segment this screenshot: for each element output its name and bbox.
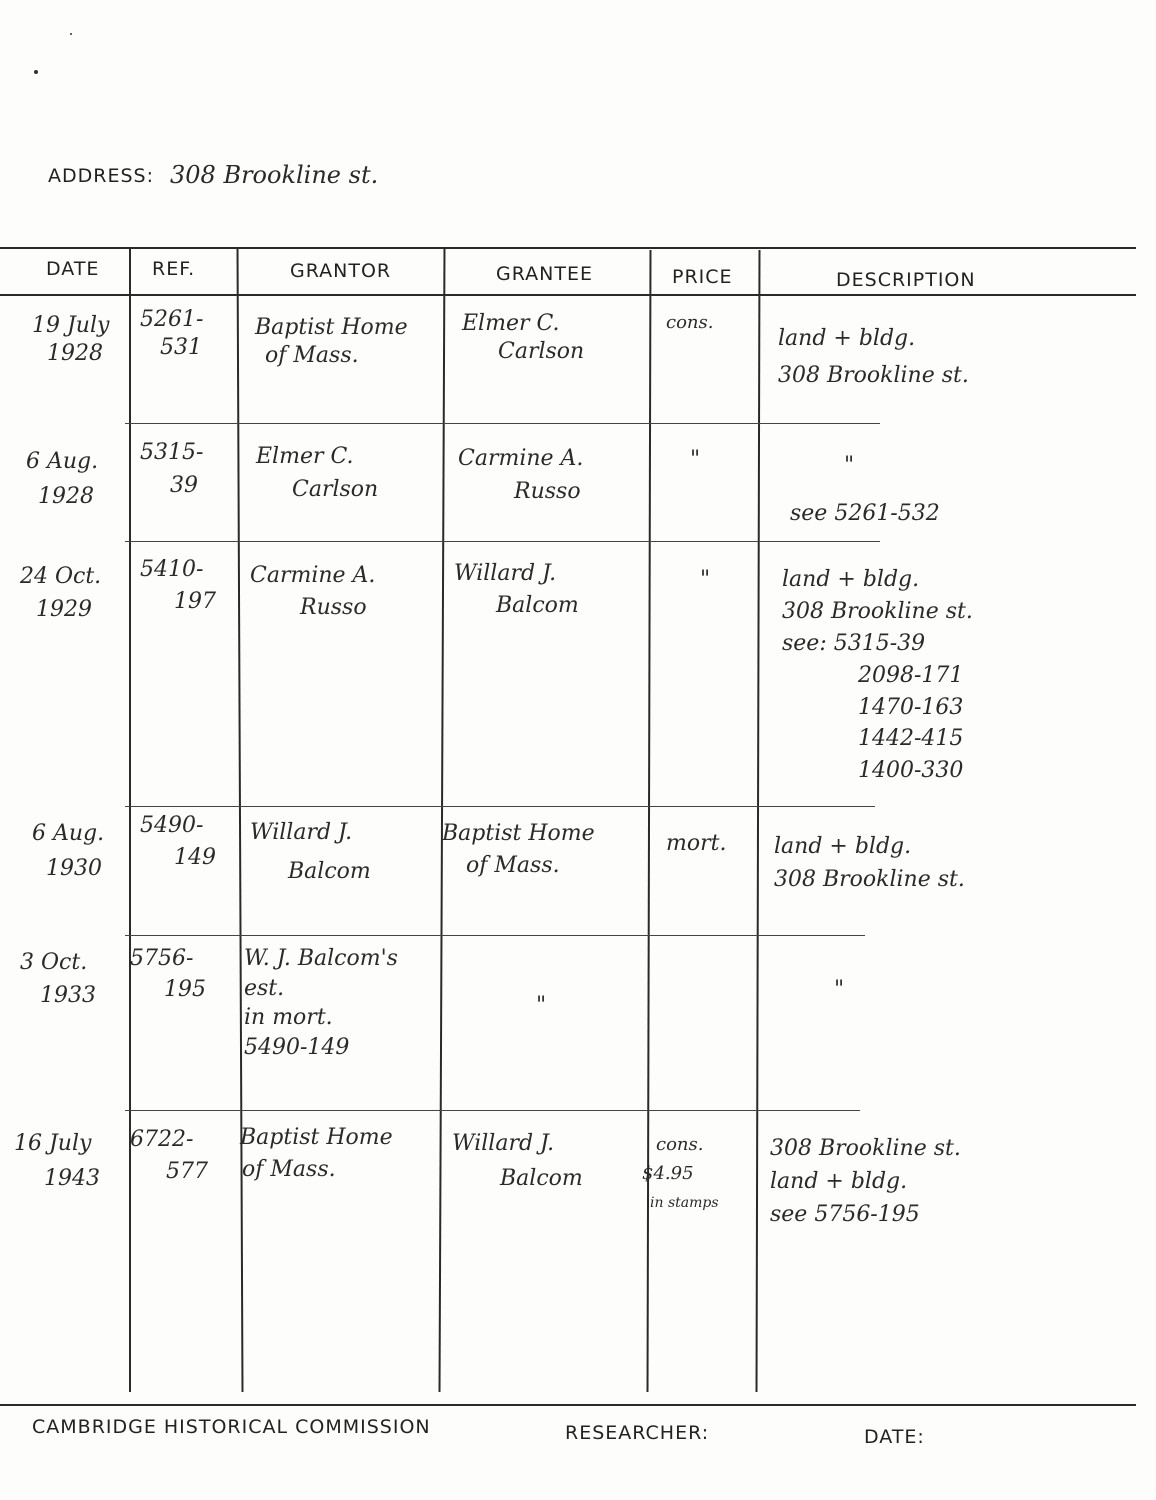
- row2-price: ": [690, 447, 701, 472]
- row1-grantee: Elmer C. Carlson: [462, 311, 585, 364]
- row3-grantee: Willard J. Balcom: [454, 561, 579, 618]
- address-label: ADDRESS:: [48, 165, 154, 187]
- row-separator: [125, 541, 880, 542]
- row2-description-ditto: ": [844, 453, 855, 478]
- row5-ref: 5756- 195: [130, 946, 206, 1002]
- row3-price: ": [700, 567, 711, 592]
- row5-description: ": [834, 977, 845, 1002]
- header-bottom-border: [0, 294, 1136, 296]
- col-header-description: DESCRIPTION: [836, 269, 976, 291]
- footer-researcher-label: RESEARCHER:: [565, 1422, 710, 1444]
- row3-description: land + bldg. 308 Brookline st. see: 5315-39 2098-171 1470-163 1442-415 1400-330: [782, 567, 973, 784]
- row-separator: [125, 1110, 860, 1111]
- col-divider: [237, 247, 243, 1392]
- col-divider: [129, 247, 131, 1392]
- table-bottom-border: [0, 1404, 1136, 1406]
- ink-speck: [70, 33, 72, 35]
- row6-grantor: Baptist Home of Mass.: [240, 1125, 393, 1182]
- row2-date: 6 Aug. 1928: [26, 449, 99, 510]
- row5-grantor: W. J. Balcom's est. in mort. 5490-149: [244, 946, 398, 1061]
- col-header-date: DATE: [46, 258, 100, 280]
- row1-price: cons.: [666, 312, 714, 333]
- row6-grantee: Willard J. Balcom: [452, 1131, 583, 1192]
- row1-grantor: Baptist Home of Mass.: [255, 315, 408, 368]
- col-divider: [647, 250, 651, 1392]
- row2-grantor: Elmer C. Carlson: [256, 444, 379, 502]
- row6-ref: 6722- 577: [130, 1127, 208, 1184]
- row4-date: 6 Aug. 1930: [32, 821, 105, 882]
- row-separator: [125, 423, 880, 424]
- row1-ref: 5261- 531: [140, 307, 204, 360]
- row6-date: 16 July 1943: [14, 1131, 100, 1192]
- row4-ref: 5490- 149: [140, 813, 216, 870]
- col-divider: [756, 250, 760, 1392]
- col-header-grantor: GRANTOR: [290, 260, 392, 282]
- row1-description: land + bldg. 308 Brookline st.: [778, 326, 969, 389]
- row2-description-see: see 5261-532: [790, 501, 940, 526]
- row2-ref: 5315- 39: [140, 440, 204, 498]
- footer-date-label: DATE:: [864, 1426, 925, 1448]
- footer-org: CAMBRIDGE HISTORICAL COMMISSION: [32, 1416, 431, 1438]
- row5-grantee: ": [536, 993, 547, 1018]
- row2-grantee: Carmine A. Russo: [458, 446, 584, 504]
- address-value: 308 Brookline st.: [170, 161, 379, 189]
- row4-grantee: Baptist Home of Mass.: [442, 821, 595, 878]
- row6-price: cons. $4.95 in stamps: [642, 1134, 719, 1212]
- table-top-border: [0, 247, 1136, 249]
- row3-grantor: Carmine A. Russo: [250, 563, 376, 620]
- row4-grantor: Willard J. Balcom: [250, 820, 371, 884]
- row4-price: mort.: [666, 831, 727, 856]
- row3-date: 24 Oct. 1929: [20, 564, 102, 622]
- row3-ref: 5410- 197: [140, 557, 216, 614]
- col-header-grantee: GRANTEE: [496, 263, 593, 285]
- col-header-price: PRICE: [672, 266, 733, 288]
- row1-date: 19 July 1928: [32, 313, 110, 366]
- row4-description: land + bldg. 308 Brookline st.: [774, 834, 965, 892]
- row5-date: 3 Oct. 1933: [20, 950, 96, 1008]
- row6-description: 308 Brookline st. land + bldg. see 5756-195: [770, 1136, 961, 1227]
- row-separator: [125, 806, 875, 807]
- row-separator: [125, 935, 865, 936]
- ink-speck: [34, 70, 38, 74]
- col-header-ref: REF.: [152, 258, 196, 280]
